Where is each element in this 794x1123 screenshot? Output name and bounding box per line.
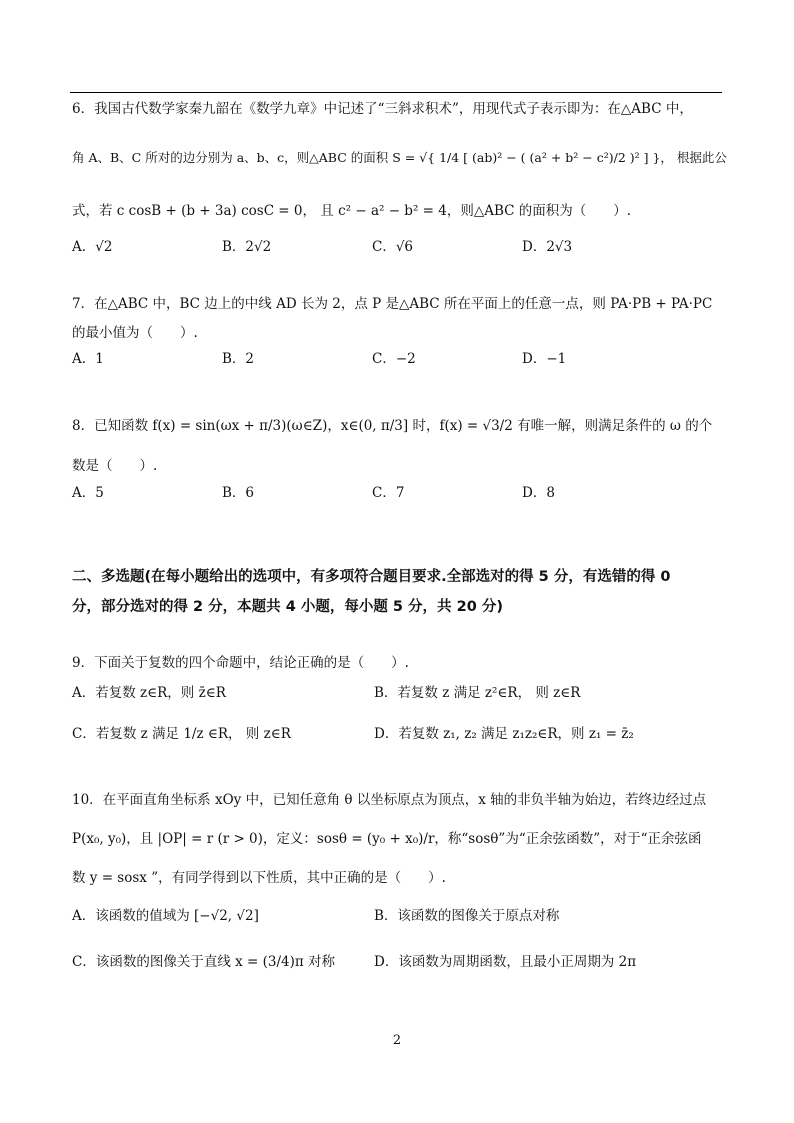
q6-line-1: 6．我国古代数学家秦九韶在《数学九章》中记述了“三斜求积术”，用现代式子表示即为：在△ABC 中， bbox=[72, 101, 693, 117]
q8-option-a: A．5 bbox=[72, 485, 104, 501]
section-2-heading-line-1: 二、多选题(在每小题给出的选项中，有多项符合题目要求.全部选对的得 5 分，有选错的得 0 bbox=[72, 569, 671, 585]
q10-option-a: A．该函数的值域为 [−√2, √2] bbox=[72, 908, 259, 924]
q9-stem: 9．下面关于复数的四个命题中，结论正确的是（ ）. bbox=[72, 655, 409, 671]
q8-line-2: 数是（ ）. bbox=[72, 458, 158, 474]
q10-line-3: 数 y = sosx ”，有同学得到以下性质，其中正确的是（ ）. bbox=[72, 870, 446, 886]
q6-option-a: A．√2 bbox=[72, 239, 113, 255]
q8-option-d: D．8 bbox=[522, 485, 555, 501]
q9-option-b: B．若复数 z 满足 z²∈R， 则 z∈R bbox=[374, 685, 581, 701]
q8-line-1: 8．已知函数 f(x) = sin(ωx + π/3)(ω∈Z)，x∈(0, π/3] 时，f(x) = √3/2 有唯一解，则满足条件的 ω 的个 bbox=[72, 418, 713, 434]
page-number: 2 bbox=[392, 1033, 402, 1048]
q10-line-1: 10．在平面直角坐标系 xOy 中，已知任意角 θ 以坐标原点为顶点，x 轴的非负半轴为始边，若终边经过点 bbox=[72, 792, 707, 808]
q7-line-2: 的最小值为（ ）. bbox=[72, 325, 198, 341]
q10-line-2: P(x₀, y₀)，且 |OP| = r (r > 0)，定义：sosθ = (y₀ + x₀)/r，称“sosθ”为“正余弦函数”，对于“正余弦函 bbox=[72, 831, 702, 847]
q9-option-c: C．若复数 z 满足 1/z ∈R， 则 z∈R bbox=[72, 726, 291, 742]
q8-option-c: C．7 bbox=[372, 485, 405, 501]
q9-option-d: D．若复数 z₁, z₂ 满足 z₁z₂∈R，则 z₁ = z̄₂ bbox=[374, 726, 634, 742]
section-2-heading-line-2: 分，部分选对的得 2 分，本题共 4 小题，每小题 5 分，共 20 分) bbox=[72, 599, 503, 615]
q7-option-c: C．−2 bbox=[372, 351, 416, 367]
q6-option-d: D．2√3 bbox=[522, 239, 573, 255]
header-rule bbox=[70, 92, 722, 93]
q6-line-2: 角 A、B、C 所对的边分别为 a、b、c，则△ABC 的面积 S = √{ 1/4 [ (ab)² − ( (a² + b² − c²)/2 )² ] }， 根据此公 bbox=[72, 150, 727, 165]
q6-option-c: C．√6 bbox=[372, 239, 414, 255]
q10-option-d: D．该函数为周期函数，且最小正周期为 2π bbox=[374, 954, 637, 970]
q7-line-1: 7．在△ABC 中，BC 边上的中线 AD 长为 2，点 P 是△ABC 所在平面上的任意一点，则 PA·PB + PA·PC bbox=[72, 296, 713, 312]
q10-option-b: B．该函数的图像关于原点对称 bbox=[374, 908, 560, 924]
q7-option-b: B．2 bbox=[222, 351, 255, 367]
q7-option-a: A．1 bbox=[72, 351, 104, 367]
q9-option-a: A．若复数 z∈R，则 z̄∈R bbox=[72, 685, 226, 701]
q10-option-c: C．该函数的图像关于直线 x = (3/4)π 对称 bbox=[72, 954, 336, 970]
q6-line-3: 式，若 c cosB + (b + 3a) cosC = 0， 且 c² − a² − b² = 4，则△ABC 的面积为（ ）. bbox=[72, 203, 632, 219]
q7-option-d: D．−1 bbox=[522, 351, 567, 367]
q8-option-b: B．6 bbox=[222, 485, 255, 501]
q6-option-b: B．2√2 bbox=[222, 239, 272, 255]
